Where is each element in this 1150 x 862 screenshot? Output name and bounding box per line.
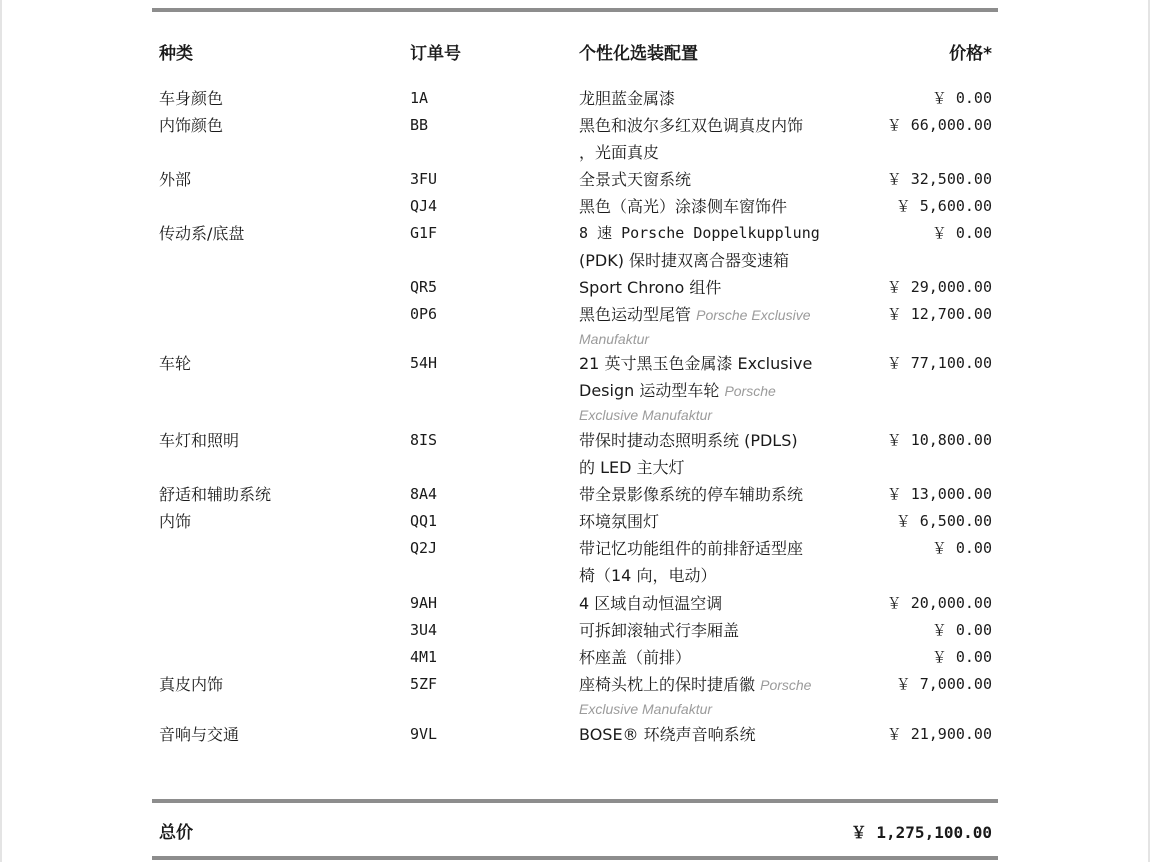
row-code: BB [410, 116, 429, 134]
exclusive-note: Exclusive Manufaktur [579, 407, 713, 423]
row-code: 9AH [410, 594, 438, 612]
top-divider [152, 8, 998, 12]
header-category: 种类 [159, 44, 193, 64]
header-option: 个性化选装配置 [579, 44, 698, 64]
row-description [579, 274, 863, 301]
row-description [579, 481, 863, 508]
desc-line: 椅（14 向，电动） [579, 566, 717, 585]
desc-line: 杯座盖（前排） [579, 648, 692, 667]
row-price: ￥ 21,900.00 [886, 725, 992, 743]
row-category: 车轮 [159, 354, 192, 373]
row-price: ￥ 0.00 [931, 621, 992, 639]
row-price: ￥ 32,500.00 [886, 170, 992, 188]
row-price: ￥ 29,000.00 [886, 278, 992, 296]
desc-line: 黑色和波尔多红双色调真皮内饰 [579, 116, 804, 135]
row-description [579, 644, 863, 671]
exclusive-note: Porsche Exclusive [696, 307, 811, 323]
desc-line: 带记忆功能组件的前排舒适型座 [579, 539, 804, 558]
row-price: ￥ 13,000.00 [886, 485, 992, 503]
row-price: ￥ 0.00 [931, 89, 992, 107]
row-price: ￥ 0.00 [931, 224, 992, 242]
row-price: ￥ 10,800.00 [886, 431, 992, 449]
row-description [579, 535, 863, 589]
row-category: 车身颜色 [159, 89, 224, 108]
row-code: G1F [410, 224, 438, 242]
row-code: QJ4 [410, 197, 438, 215]
row-code: 5ZF [410, 675, 438, 693]
desc-line: 的 LED 主大灯 [579, 458, 685, 477]
row-category: 内饰颜色 [159, 116, 224, 135]
exclusive-note: Exclusive Manufaktur [579, 701, 713, 717]
row-price: ￥ 0.00 [931, 539, 992, 557]
row-category: 内饰 [159, 512, 192, 531]
row-code: 8A4 [410, 485, 438, 503]
row-price: ￥ 0.00 [931, 648, 992, 666]
row-description [579, 112, 863, 166]
desc-line: 黑色运动型尾管 [579, 305, 692, 324]
row-code: QR5 [410, 278, 438, 296]
row-code: 4M1 [410, 648, 438, 666]
desc-line: (PDK) 保时捷双离合器变速箱 [579, 251, 790, 270]
row-description [579, 193, 863, 220]
desc-line: 4 区域自动恒温空调 [579, 594, 723, 613]
row-price: ￥ 6,500.00 [895, 512, 992, 530]
row-description [579, 427, 863, 481]
row-price: ￥ 20,000.00 [886, 594, 992, 612]
row-category: 外部 [159, 170, 192, 189]
row-description [579, 350, 863, 427]
desc-line: 21 英寸黑玉色金属漆 Exclusive [579, 354, 813, 373]
row-description [579, 220, 863, 274]
row-code: 54H [410, 354, 438, 372]
row-description [579, 166, 863, 193]
row-price: ￥ 77,100.00 [886, 354, 992, 372]
row-code: 1A [410, 89, 429, 107]
desc-line: 座椅头枕上的保时捷盾徽 [579, 675, 756, 694]
row-description [579, 85, 863, 112]
row-price: ￥ 66,000.00 [886, 116, 992, 134]
row-category: 音响与交通 [159, 725, 240, 744]
row-code: Q2J [410, 539, 438, 557]
desc-line: 龙胆蓝金属漆 [579, 89, 676, 108]
row-category: 传动系/底盘 [159, 224, 245, 243]
row-category: 车灯和照明 [159, 431, 240, 450]
exclusive-note: Porsche [724, 383, 776, 399]
desc-line: 带全景影像系统的停车辅助系统 [579, 485, 804, 504]
row-code: QQ1 [410, 512, 438, 530]
row-code: 3FU [410, 170, 438, 188]
header-price: 价格* [949, 44, 992, 64]
desc-line: 带保时捷动态照明系统 (PDLS) [579, 431, 798, 450]
row-description [579, 671, 863, 721]
total-divider [152, 799, 998, 803]
row-code: 8IS [410, 431, 438, 449]
row-category: 舒适和辅助系统 [159, 485, 272, 504]
desc-line: 环境氛围灯 [579, 512, 660, 531]
row-price: ￥ 12,700.00 [886, 305, 992, 323]
desc-line: BOSE® 环绕声音响系统 [579, 725, 756, 744]
desc-line: 可拆卸滚轴式行李厢盖 [579, 621, 740, 640]
desc-line: ，光面真皮 [579, 143, 660, 162]
desc-line: 8 速 Porsche Doppelkupplung [579, 224, 820, 242]
desc-line: Sport Chrono 组件 [579, 278, 722, 297]
row-category: 真皮内饰 [159, 675, 224, 694]
bottom-divider [152, 856, 998, 860]
row-code: 3U4 [410, 621, 438, 639]
row-price: ￥ 7,000.00 [895, 675, 992, 693]
row-description [579, 301, 863, 351]
row-description [579, 590, 863, 617]
row-description [579, 721, 863, 748]
row-price: ￥ 5,600.00 [895, 197, 992, 215]
header-order-code: 订单号 [410, 44, 461, 64]
desc-line: 全景式天窗系统 [579, 170, 692, 189]
row-description [579, 617, 863, 644]
row-code: 9VL [410, 725, 438, 743]
row-code: 0P6 [410, 305, 438, 323]
total-price: ￥ 1,275,100.00 [850, 823, 992, 842]
row-description [579, 508, 863, 535]
desc-line: 黑色（高光）涂漆侧车窗饰件 [579, 197, 788, 216]
total-label: 总价 [159, 823, 193, 843]
page-edge-left [0, 0, 2, 862]
exclusive-note: Manufaktur [579, 331, 650, 347]
exclusive-note: Porsche [760, 677, 812, 693]
desc-line: Design 运动型车轮 [579, 381, 720, 400]
